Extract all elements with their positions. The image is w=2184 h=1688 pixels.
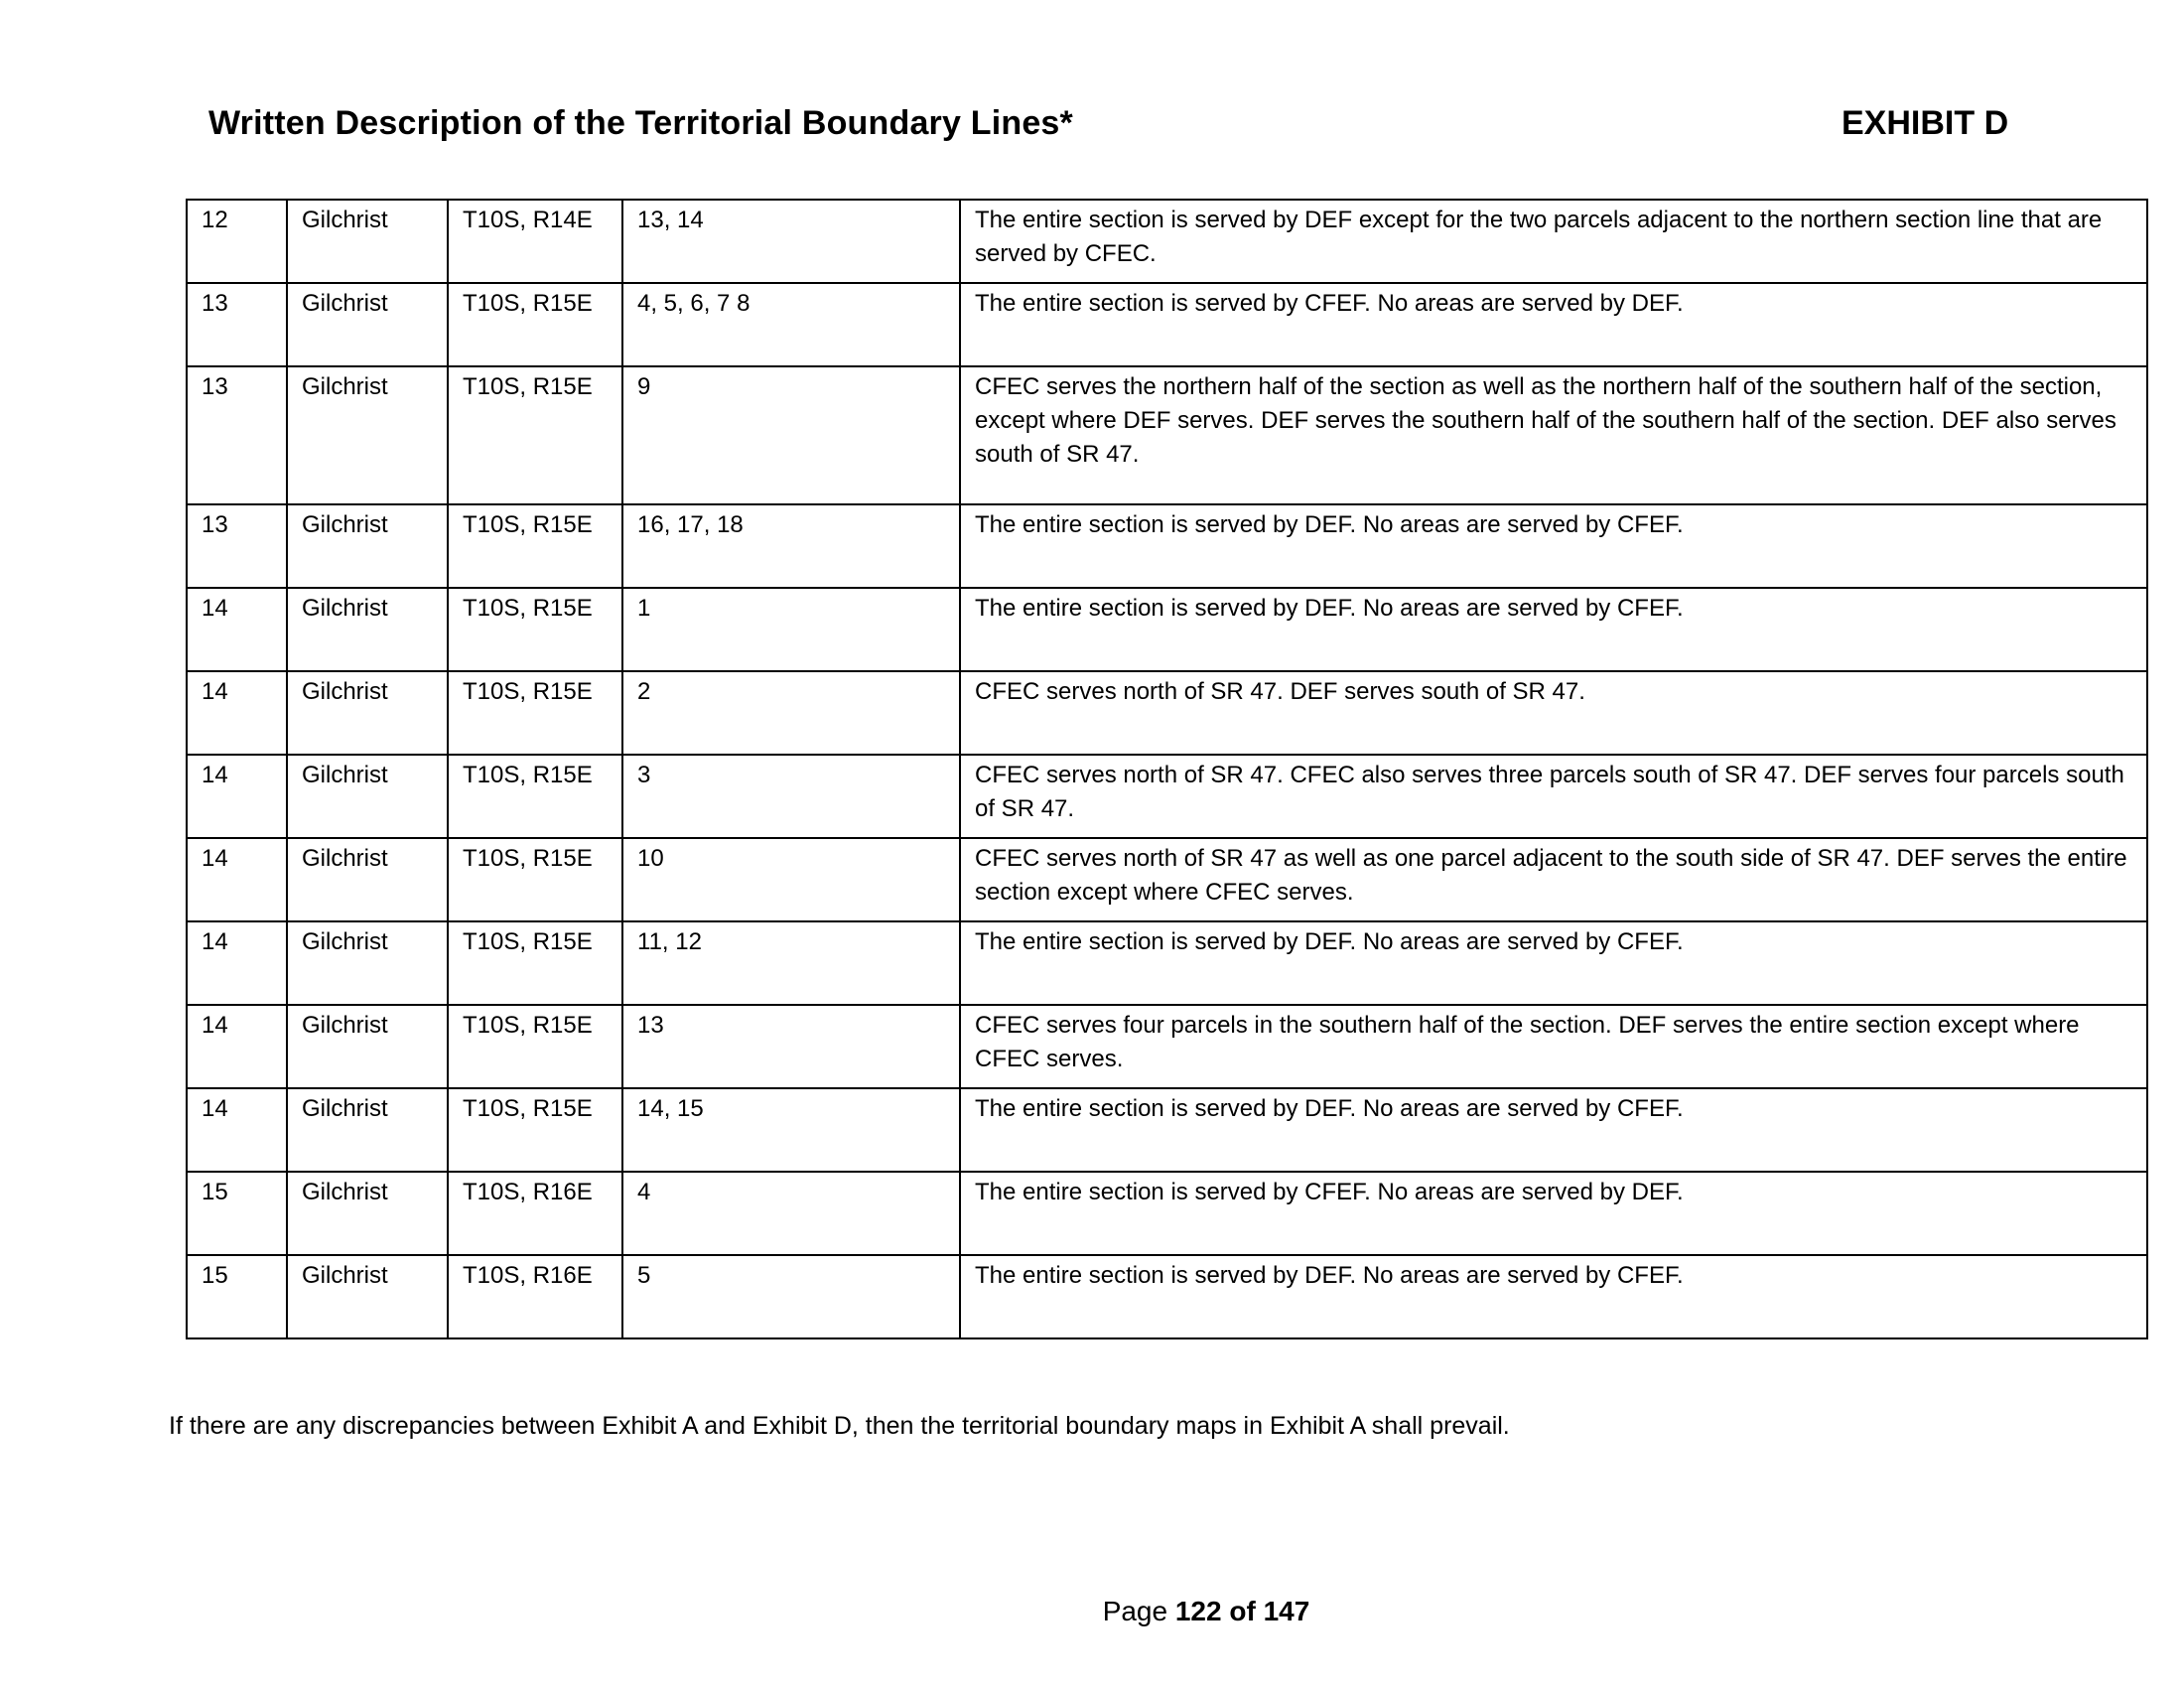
township-range-cell: T10S, R15E: [448, 838, 622, 921]
boundary-table: [186, 199, 2148, 1339]
map-cell: 14: [187, 1088, 287, 1172]
sections-cell: 2: [622, 671, 960, 755]
sections-cell: 13, 14: [622, 200, 960, 283]
table-row: [187, 1005, 2147, 1088]
county-cell: Gilchrist: [287, 588, 448, 671]
description-cell: CFEC serves north of SR 47. CFEC also serves three parcels south of SR 47. DEF serves four parcels south of SR 47.: [960, 755, 2147, 838]
discrepancy-footnote: If there are any discrepancies between Exhibit A and Exhibit D, then the territorial boundary maps in Exhibit A shall prevail.: [169, 1412, 1510, 1440]
sections-cell: 5: [622, 1255, 960, 1338]
description-cell: The entire section is served by DEF. No areas are served by CFEF.: [960, 1255, 2147, 1338]
table-row: [187, 1088, 2147, 1172]
township-range-cell: T10S, R14E: [448, 200, 622, 283]
sections-cell: 13: [622, 1005, 960, 1088]
sections-cell: 9: [622, 366, 960, 504]
county-cell: Gilchrist: [287, 838, 448, 921]
table-row: [187, 755, 2147, 838]
map-cell: 14: [187, 755, 287, 838]
description-cell: The entire section is served by CFEF. No areas are served by DEF.: [960, 283, 2147, 366]
township-range-cell: T10S, R15E: [448, 755, 622, 838]
table-row: [187, 366, 2147, 504]
map-cell: 14: [187, 1005, 287, 1088]
township-range-cell: T10S, R15E: [448, 921, 622, 1005]
township-range-cell: T10S, R15E: [448, 1088, 622, 1172]
description-cell: The entire section is served by DEF except for the two parcels adjacent to the northern section line that are served by CFEC.: [960, 200, 2147, 283]
sections-cell: 14, 15: [622, 1088, 960, 1172]
county-cell: Gilchrist: [287, 1172, 448, 1255]
table-row: [187, 588, 2147, 671]
county-cell: Gilchrist: [287, 1088, 448, 1172]
description-cell: CFEC serves north of SR 47 as well as one parcel adjacent to the south side of SR 47. DEF serves the entire section except where CFEC serves.: [960, 838, 2147, 921]
township-range-cell: T10S, R15E: [448, 366, 622, 504]
township-range-cell: T10S, R15E: [448, 671, 622, 755]
county-cell: Gilchrist: [287, 671, 448, 755]
sections-cell: 3: [622, 755, 960, 838]
table-row: [187, 283, 2147, 366]
description-cell: The entire section is served by DEF. No areas are served by CFEF.: [960, 921, 2147, 1005]
description-cell: The entire section is served by DEF. No areas are served by CFEF.: [960, 504, 2147, 588]
map-cell: 13: [187, 366, 287, 504]
sections-cell: 1: [622, 588, 960, 671]
page-of: of: [1221, 1596, 1264, 1626]
exhibit-label: EXHIBIT D: [1842, 104, 2009, 142]
table-row: [187, 1255, 2147, 1338]
table-row: [187, 504, 2147, 588]
sections-cell: 4: [622, 1172, 960, 1255]
map-cell: 13: [187, 504, 287, 588]
map-cell: 14: [187, 921, 287, 1005]
county-cell: Gilchrist: [287, 200, 448, 283]
sections-cell: 4, 5, 6, 7 8: [622, 283, 960, 366]
county-cell: Gilchrist: [287, 283, 448, 366]
sections-cell: 10: [622, 838, 960, 921]
map-cell: 14: [187, 838, 287, 921]
sections-cell: 11, 12: [622, 921, 960, 1005]
page-total: 147: [1263, 1596, 1310, 1626]
table-row: [187, 838, 2147, 921]
table-row: [187, 921, 2147, 1005]
county-cell: Gilchrist: [287, 921, 448, 1005]
table-row: [187, 200, 2147, 283]
map-cell: 12: [187, 200, 287, 283]
map-cell: 13: [187, 283, 287, 366]
township-range-cell: T10S, R15E: [448, 504, 622, 588]
sections-cell: 16, 17, 18: [622, 504, 960, 588]
table-row: [187, 1172, 2147, 1255]
map-cell: 15: [187, 1255, 287, 1338]
description-cell: The entire section is served by CFEF. No areas are served by DEF.: [960, 1172, 2147, 1255]
description-cell: CFEC serves four parcels in the southern half of the section. DEF serves the entire section except where CFEC serves.: [960, 1005, 2147, 1088]
township-range-cell: T10S, R15E: [448, 1005, 622, 1088]
table-row: [187, 671, 2147, 755]
description-cell: The entire section is served by DEF. No areas are served by CFEF.: [960, 1088, 2147, 1172]
county-cell: Gilchrist: [287, 1005, 448, 1088]
county-cell: Gilchrist: [287, 366, 448, 504]
county-cell: Gilchrist: [287, 755, 448, 838]
township-range-cell: T10S, R15E: [448, 588, 622, 671]
page-prefix: Page: [1102, 1596, 1175, 1626]
description-cell: CFEC serves the northern half of the section as well as the northern half of the southern half of the section, except where DEF serves. DEF serves the southern half of the southern half of the section. DEF also serves south of SR 47.: [960, 366, 2147, 504]
map-cell: 14: [187, 671, 287, 755]
township-range-cell: T10S, R16E: [448, 1172, 622, 1255]
county-cell: Gilchrist: [287, 1255, 448, 1338]
county-cell: Gilchrist: [287, 504, 448, 588]
township-range-cell: T10S, R15E: [448, 283, 622, 366]
township-range-cell: T10S, R16E: [448, 1255, 622, 1338]
description-cell: CFEC serves north of SR 47. DEF serves south of SR 47.: [960, 671, 2147, 755]
page-number: [0, 1596, 2184, 1627]
description-cell: The entire section is served by DEF. No areas are served by CFEF.: [960, 588, 2147, 671]
map-cell: 14: [187, 588, 287, 671]
page-current: 122: [1174, 1596, 1222, 1626]
map-cell: 15: [187, 1172, 287, 1255]
page-title: Written Description of the Territorial Boundary Lines*: [208, 104, 1073, 142]
